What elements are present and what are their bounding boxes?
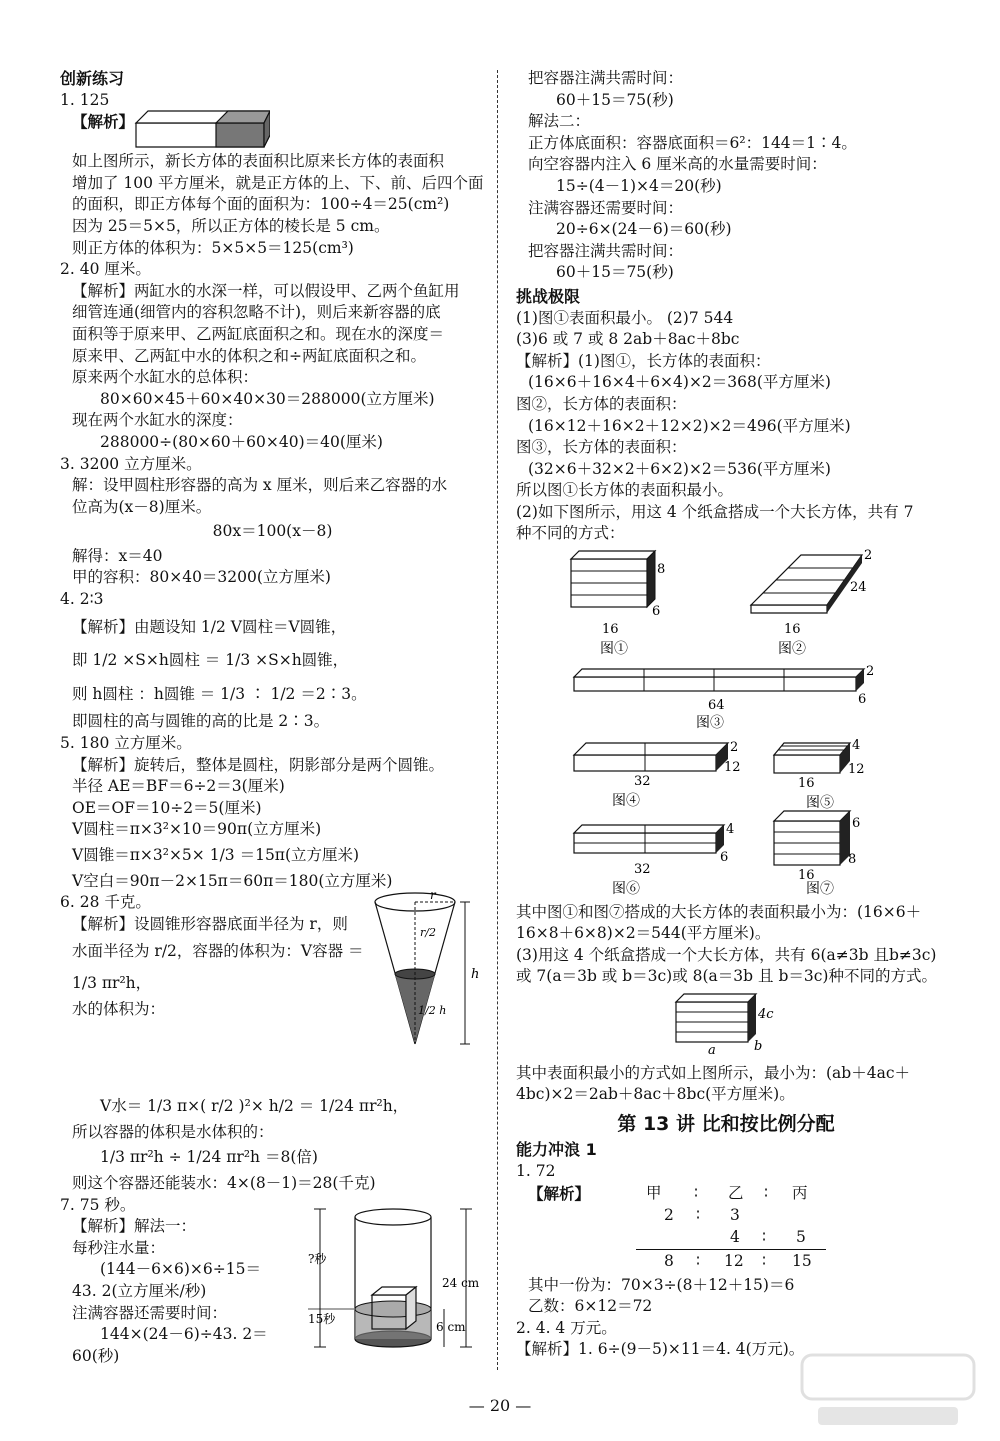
ratio-colon: ∶ [764,1183,769,1202]
text-line: 所以图①长方体的表面积最小。 [516,481,734,500]
fifteen-seconds-label: 15秒 [308,1311,336,1326]
text-line: 【解析】解法一： [72,1217,197,1236]
text-line: 注满容器还需要时间： [72,1303,228,1322]
radius-label: r [430,888,436,903]
cylinder-figure [308,1197,485,1357]
text-line: 其中图①和图⑦搭成的大长方体的表面积最小为：(16×6＋ [516,902,922,921]
ratio-value: 15 [792,1251,812,1270]
dim-label: 32 [634,862,651,878]
figure-label: 图② [778,641,806,658]
text-line: 向空容器内注入 6 厘米高的水量需要时间： [528,155,827,174]
text-line: 因为 25＝5×5，所以正方体的棱长是 5 cm。 [72,216,390,235]
question-7-block [60,1195,485,1365]
figure-label: 图⑤ [806,795,834,812]
dim-label: 8 [848,852,857,868]
ratio-value: 3 [730,1205,740,1224]
text-line: 解得：x＝40 [72,546,163,565]
dim-label: 6 [858,692,867,708]
right-column [516,68,936,1361]
dim-label: 12 [724,760,741,776]
answer-1: 1. 72 [516,1162,556,1180]
dim-label: 6 [852,816,861,832]
dim-label: 32 [634,774,651,790]
text-line: 水面半径为 r/2，容器的体积为：V容器 ＝ [72,942,364,961]
text-line: 【解析】旋转后，整体是圆柱，阴影部分是两个圆锥。 [72,755,445,774]
text-line: 或 7(a＝3b 或 b＝3c)或 8(a＝3b 且 b＝3c)种不同的方式。 [516,967,937,986]
dim-label: 8 [657,562,666,578]
text-line: (3)用这 4 个纸盒搭成一个大长方体，共有 6(a≠3b 且b≠3c) [516,945,937,964]
dim-label: 6 [652,604,661,620]
dim-label: 16 [784,622,801,638]
text-line: 甲的容积：80×40＝3200(立方厘米) [72,568,331,587]
section-title: 创新练习 [60,69,125,88]
half-height-label: 1/2 h [418,1004,447,1018]
text-line: 60(秒) [72,1346,120,1365]
dim-label: b [754,1039,763,1055]
formula-line: 1/3 πr²h ÷ 1/24 πr²h ＝8(倍) [100,1148,318,1167]
text-line: 解：设甲圆柱形容器的高为 x 厘米，则后来乙容器的水 [72,476,448,495]
text-line: 则正方体的体积为：5×5×5＝125(cm³) [72,238,354,257]
figure-label: 图④ [612,793,640,810]
formula-line: (144－6×6)×6÷15＝ [100,1260,261,1279]
formula-line: 60＋15＝75(秒) [556,263,674,282]
answer-2: 2. 4. 4 万元。 [516,1318,617,1337]
text-line: V圆锥＝π×3²×5× 1/3 ＝15π(立方厘米) [72,846,360,864]
text-line: 其中一份为：70×3÷(8＋12＋15)＝6 [528,1275,795,1294]
ratio-value: 5 [796,1227,806,1246]
height-24-label: 24 cm [442,1275,480,1290]
text-line: 4bc)×2＝2ab＋8ac＋8bc(平方厘米)。 [516,1085,795,1104]
fraction-line: 即 1/2 ×S×h圆柱 ＝ 1/3 ×S×h圆锥， [72,651,349,670]
text-line: 现在两个水缸水的深度： [72,411,243,430]
answer-6: 6. 28 千克。 [60,893,151,912]
text-line: V空白＝90π－2×15π＝60π＝180(立方厘米) [72,871,393,890]
text-line: OE＝OF＝10÷2＝5(厘米) [72,798,262,817]
formula-line: 288000÷(80×60＋60×40)＝40(厘米) [100,432,383,451]
text-line: 注满容器还需要时间： [528,198,684,217]
text-line: 水的体积为： [72,999,166,1018]
text-line: 正方体底面积：容器底面积＝6²：144＝1∶4。 [528,133,857,152]
unknown-time-label: ?秒 [308,1251,327,1266]
text-line: 43. 2(立方厘米/秒) [72,1281,207,1300]
equation: 80x＝100(x－8) [212,522,333,541]
figure-6 [574,822,734,895]
answer-7: 7. 75 秒。 [60,1195,136,1214]
ratio-header-jia: 甲 [646,1183,662,1202]
text-line: 【解析】两缸水的水深一样，可以假设甲、乙两个鱼缸用 [72,281,460,300]
text-line: 增加了 100 平方厘米，就是正方体的上、下、前、后四个面 [72,173,484,192]
formula-line: (16×6＋16×4＋6×4)×2＝368(平方厘米) [528,373,831,392]
answer-1: 1. 125 [60,90,110,109]
analysis-label: 【解析】 [72,112,135,132]
text-line: 16×8＋6×8)×2＝544(平方厘米)。 [516,924,771,943]
ratio-value: 12 [724,1251,744,1270]
text-line: 半径 AE＝BF＝6÷2＝3(厘米) [72,777,285,796]
formula-line: 20÷6×(24－6)＝60(秒) [556,220,732,239]
dim-label: 4 [726,822,735,838]
ratio-colon: ∶ [762,1227,767,1246]
text-line: 则这个容器还能装水：4×(8－1)＝28(千克) [72,1173,376,1192]
left-column [60,68,485,1365]
figure-label: 图③ [696,715,724,732]
text-line: 图②，长方体的表面积： [516,394,687,413]
text-line: 【解析】(1)图①，长方体的表面积： [516,351,771,370]
text-line: V圆柱＝π×3²×10＝90π(立方厘米) [72,820,322,839]
text-line: (2)如下图所示，用这 4 个纸盒搭成一个大长方体，共有 7 [516,502,914,521]
ratio-header-yi: 乙 [728,1183,744,1202]
lecture-title: 第 13 讲 比和按比例分配 [617,1112,835,1135]
ratio-colon: ∶ [762,1251,767,1270]
dim-label: 12 [848,762,865,778]
text-line: 原来两个水缸水的总体积： [72,368,259,387]
dim-label: 24 [850,580,867,596]
answer-5: 5. 180 立方厘米。 [60,734,192,753]
text-line: 种不同的方式： [516,524,625,543]
ratio-colon: ∶ [694,1183,699,1202]
page-number: — 20 — [468,1396,532,1415]
subsection-title: 能力冲浪 1 [516,1140,597,1160]
figure-label: 图⑦ [806,881,834,896]
figure-2 [751,548,872,657]
text-line: 【解析】设圆锥形容器底面半径为 r，则 [72,914,348,933]
text-line: 的面积，即正方体每个面的面积为：100÷4＝25(cm²) [72,195,450,214]
watermark-logo [798,1349,978,1431]
ratio-table [516,1183,936,1275]
formula-line: 144×(24－6)÷43. 2＝ [100,1325,268,1344]
fraction-line: 【解析】由题设知 1/2 V圆柱＝V圆锥， [72,617,347,636]
formula-line: V水＝ 1/3 π×( r/2 )²× h/2 ＝ 1/24 πr²h， [100,1097,409,1116]
dim-label: a [708,1043,716,1057]
formula-line: 60＋15＝75(秒) [556,90,674,109]
figure-5 [774,738,865,811]
dim-label: 6 [720,850,729,866]
dim-label: 16 [602,622,619,638]
text-line: 1/3 πr²h， [72,973,152,992]
figure-3 [574,664,874,731]
dim-label: 16 [798,868,815,884]
ratio-divider [636,1249,826,1250]
dim-label: 4 [852,738,861,754]
ratio-value: 8 [664,1251,674,1270]
box-arrangement-general [516,988,936,1056]
text-line: 细管连通(细管内的容积忽略不计)，则后来新容器的底 [72,303,441,322]
figure-4 [574,740,741,809]
answer-line: (1)图①表面积最小。 (2)7 544 [516,308,734,327]
ratio-colon: ∶ [696,1251,701,1270]
answer-2: 2. 40 厘米。 [60,260,151,279]
ratio-value: 4 [730,1227,740,1246]
ratio-value: 2 [664,1205,674,1224]
text-line: 【解析】1. 6÷(9－5)×11＝4. 4(万元)。 [516,1340,805,1359]
text-line: 如上图所示，新长方体的表面积比原来长方体的表面积 [72,152,445,171]
dim-label: 4c [758,1007,774,1023]
figure-7 [774,811,860,895]
text-line: 原来甲、乙两缸中水的体积之和÷两缸底面积之和。 [72,346,426,365]
ratio-colon: ∶ [696,1205,701,1224]
text-line: 把容器注满共需时间： [528,69,684,87]
question-6-block [60,888,485,1092]
figure-1 [571,551,665,657]
formula-line: (16×12＋16×2＋12×2)×2＝496(平方厘米) [528,416,851,435]
answer-3: 3. 3200 立方厘米。 [60,454,202,473]
text-line: 图③，长方体的表面积： [516,438,687,457]
box-arrangement-figures [516,545,936,895]
analysis-label-row [60,111,485,151]
dim-label: 16 [798,776,815,792]
figure-label: 图⑥ [612,881,640,896]
text-line: 每秒注水量： [72,1238,166,1257]
formula-line: 15÷(4－1)×4＝20(秒) [556,176,722,195]
text-line: 把容器注满共需时间： [528,241,684,260]
dim-label: 2 [864,548,873,564]
dim-label: 2 [730,740,739,756]
height-6-label: 6 cm [436,1319,466,1334]
text-line: 其中表面积最小的方式如上图所示，最小为：(ab＋4ac＋ [516,1063,910,1082]
text-line: 面积等于原来甲、乙两缸底面积之和。现在水的深度＝ [72,324,445,343]
text-line: 乙数：6×12＝72 [528,1297,653,1316]
formula-line: 80×60×45＋60×40×30＝288000(立方厘米) [100,389,435,408]
answer-line: (3)6 或 7 或 8 2ab＋8ac＋8bc [516,330,740,349]
text-line: 位高为(x－8)厘米。 [72,497,212,516]
text-line: 即圆柱的高与圆锥的高的比是 2∶3。 [72,712,330,731]
answer-4: 4. 2∶3 [60,590,104,609]
height-label: h [471,967,480,983]
half-radius-label: r/2 [420,926,436,940]
analysis-label: 【解析】 [528,1183,591,1203]
cone-figure [370,884,485,1060]
formula-line: (32×6＋32×2＋6×2)×2＝536(平方厘米) [528,459,831,478]
column-divider [497,70,498,1370]
text-line: 解法二： [528,112,591,131]
figure-label: 图① [600,641,628,658]
fraction-line: 则 h圆柱 ：h圆锥 ＝ 1/3 ∶ 1/2 ＝2∶3。 [72,684,367,703]
cuboid-figure [130,107,270,151]
dim-label: 64 [708,698,725,714]
section-title: 挑战极限 [516,286,581,306]
ratio-header-bing: 丙 [792,1183,808,1202]
text-line: 所以容器的体积是水体积的： [72,1122,274,1141]
dim-label: 2 [866,664,875,680]
